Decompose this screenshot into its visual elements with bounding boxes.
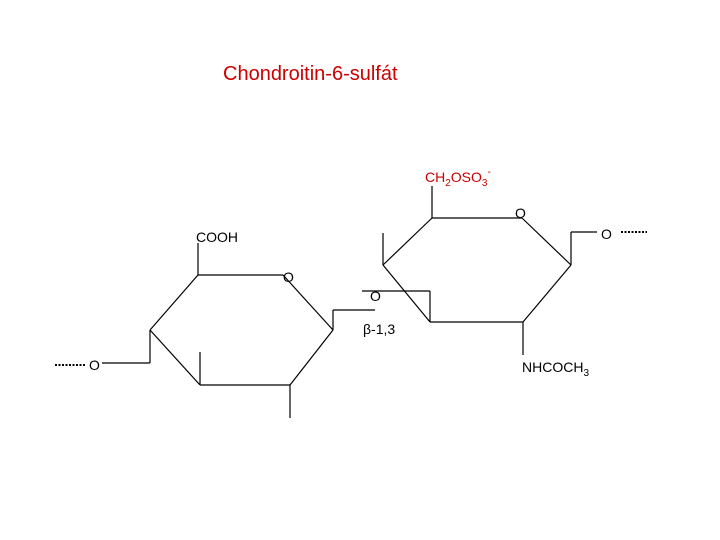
sulfate-sub1: 2 xyxy=(445,178,451,189)
right-end-oxygen-label: O xyxy=(601,226,612,242)
left-ring-bond xyxy=(290,330,333,385)
glycosidic-oxygen-label: O xyxy=(370,288,381,304)
amide-sub: 3 xyxy=(583,368,590,379)
right-ring-bond xyxy=(522,218,571,265)
right-ring-bond xyxy=(383,218,432,265)
left-ring-bond xyxy=(150,330,200,385)
sulfate-main: CH xyxy=(425,169,446,185)
right-ring-bond xyxy=(523,265,571,322)
sulfate-group-label xyxy=(425,167,491,189)
diagram-title: Chondroitin-6-sulfát xyxy=(223,63,398,85)
right-ring-oxygen-label: O xyxy=(515,205,526,221)
amide-group-label xyxy=(522,359,589,379)
sulfate-sub2: 3 xyxy=(481,178,488,189)
linkage-label: β-1,3 xyxy=(363,321,396,337)
amide-main: NHCOCH xyxy=(522,359,584,375)
sulfate-mid: OSO xyxy=(450,169,482,185)
left-ring-bond xyxy=(150,275,198,330)
right-ring-bond xyxy=(383,265,430,322)
left-ring-oxygen-label: O xyxy=(283,269,294,285)
left-end-oxygen-label: O xyxy=(89,357,100,373)
sulfate-charge: - xyxy=(487,167,491,178)
cooh-label: COOH xyxy=(196,229,238,245)
